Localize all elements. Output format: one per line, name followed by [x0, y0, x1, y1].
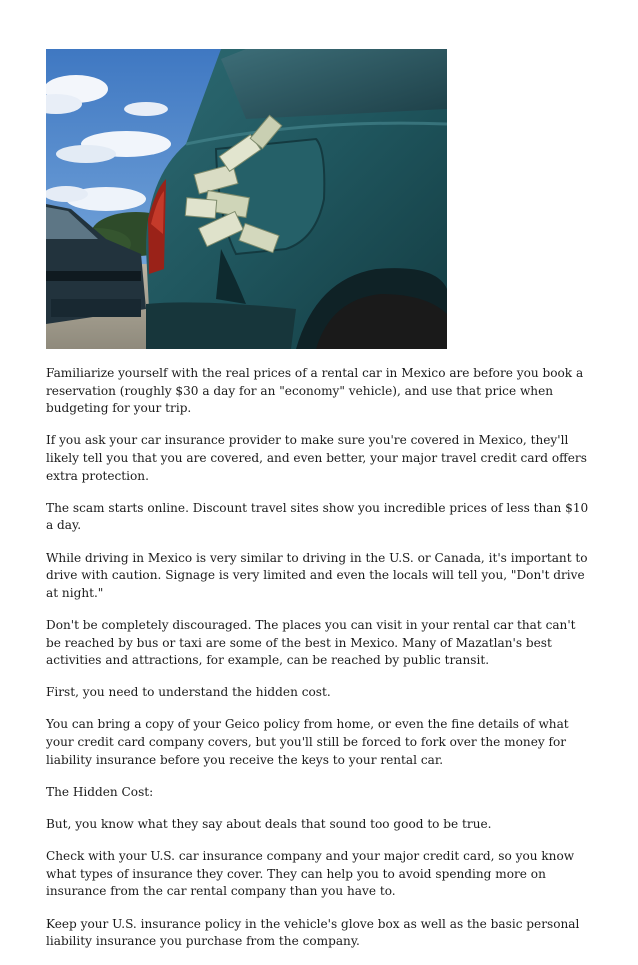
car-fuel-door-money-photo [46, 49, 447, 349]
article-body [46, 365, 594, 965]
paragraph: Keep your U.S. insurance policy in the vehicle's glove box as well as the basic personal liability insurance you purchase from the company. [46, 916, 580, 949]
paragraph: If you ask your car insurance provider to make sure you're covered in Mexico, they'll likely tell you that you are covered, and even better, your major travel credit card offers extra protection. [46, 433, 587, 483]
paragraph: The scam starts online. Discount travel sites show you incredible prices of less than $10 a day. [46, 500, 589, 533]
paragraph: Don't be completely discouraged. The places you can visit in your rental car that can't be reached by bus or taxi are some of the best in Mexico. Many of Mazatlan's best activities and attractions, for example, can be reached by public transit. [46, 617, 576, 668]
paragraph: Check with your U.S. car insurance company and your major credit card, so you know what types of insurance they cover. They can help you to avoid spending more on insurance from the car rental company than you have to. [46, 849, 575, 899]
paragraph: While driving in Mexico is very similar to driving in the U.S. or Canada, it's important to drive with caution. Signage is very limited and even the locals will tell you, "Don't drive at night." [46, 550, 588, 600]
paragraph: But, you know what they say about deals that sound too good to be true. [46, 817, 492, 832]
paragraph: Familiarize yourself with the real prices of a rental car in Mexico are before you book a reservation (roughly $30 a day for an "economy" vehicle), and use that price when budgeting for your trip. [46, 366, 584, 416]
paragraph: First, you need to understand the hidden cost. [46, 685, 331, 700]
paragraph: You can bring a copy of your Geico policy from home, or even the fine details of what your credit card company covers, but you'll still be forced to fork over the money for liability insurance before you receive the keys to your rental car. [46, 717, 569, 767]
section-heading: The Hidden Cost: [46, 784, 154, 799]
